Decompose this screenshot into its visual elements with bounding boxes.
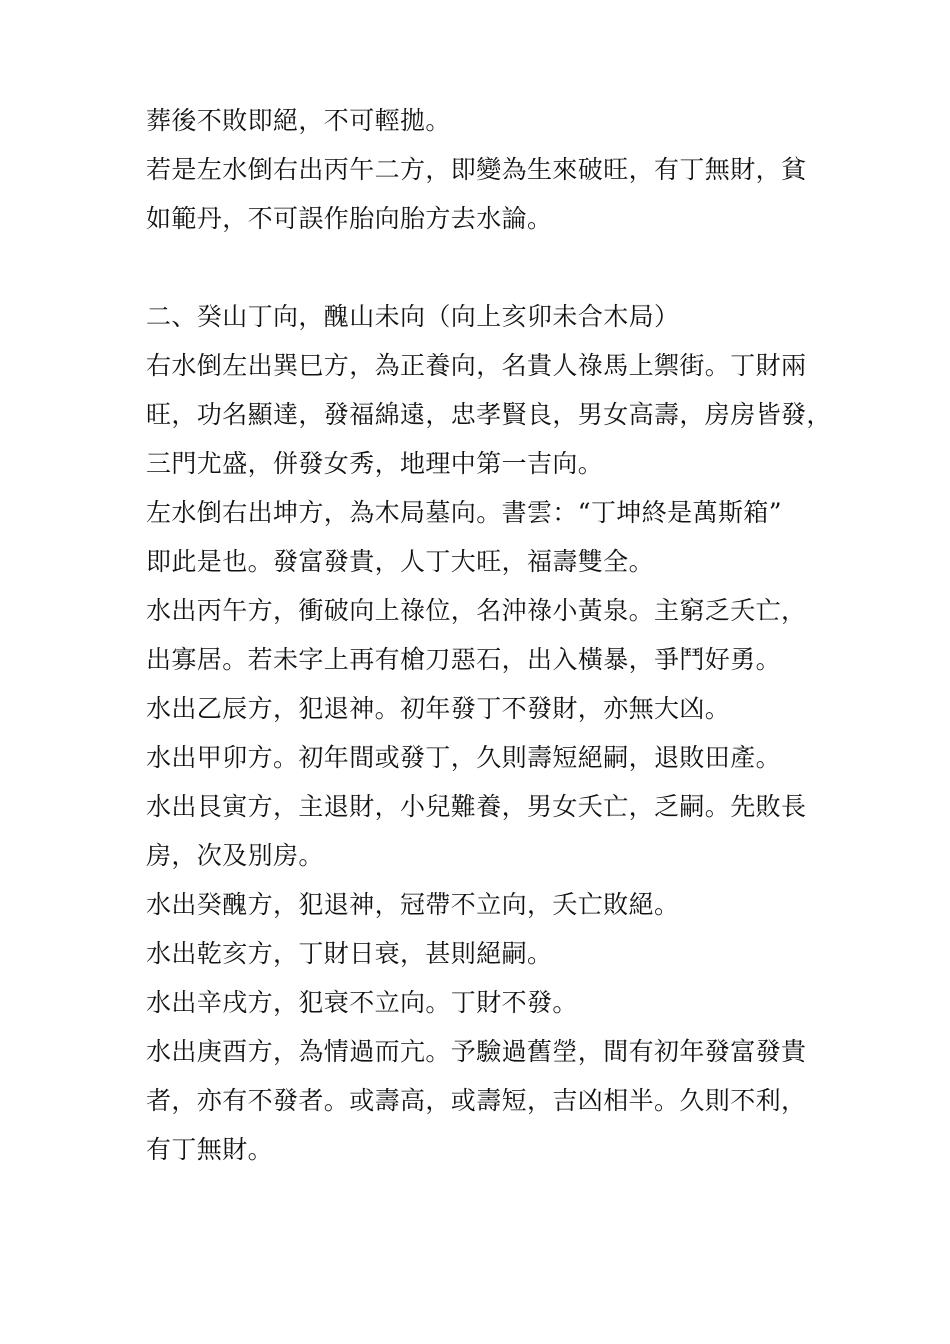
text-line: 有丁無財。 <box>146 1135 274 1164</box>
text-line: 如範丹，不可誤作胎向胎方去水論。 <box>146 204 553 233</box>
text-line: 右水倒左出巽巳方，為正養向，名貴人祿馬上禦街。丁財兩 <box>146 351 807 380</box>
text-line: 水出辛戌方，犯衰不立向。丁財不發。 <box>146 988 578 1017</box>
text-line: 葬後不敗即絕，不可輕拋。 <box>146 106 451 135</box>
section-heading: 二、癸山丁向，醜山未向（向上亥卯未合木局） <box>146 302 680 331</box>
text-line: 水出丙午方，衝破向上祿位，名沖祿小黃泉。主窮乏夭亡， <box>146 596 807 625</box>
text-line: 水出甲卯方。初年間或發丁，久則壽短絕嗣，退敗田產。 <box>146 743 782 772</box>
text-line: 水出庚酉方，為情過而亢。予驗過舊塋，間有初年發富發貴 <box>146 1037 807 1066</box>
text-line: 左水倒右出坤方，為木局墓向。書雲：“丁坤終是萬斯箱” <box>146 498 782 527</box>
text-line: 水出艮寅方，主退財，小兒難養，男女夭亡，乏嗣。先敗長 <box>146 792 807 821</box>
text-line: 即此是也。發富發貴，人丁大旺，福壽雙全。 <box>146 547 655 576</box>
text-line: 水出乾亥方，丁財日衰，甚則絕嗣。 <box>146 939 553 968</box>
text-line: 若是左水倒右出丙午二方，即變為生來破旺，有丁無財，貧 <box>146 155 807 184</box>
text-line: 旺，功名顯達，發福綿遠，忠孝賢良，男女高壽，房房皆發， <box>146 400 832 429</box>
document-body <box>146 96 846 1174</box>
text-line: 者，亦有不發者。或壽高，或壽短，吉凶相半。久則不利， <box>146 1086 807 1115</box>
text-line: 出寡居。若未字上再有槍刀惡石，出入橫暴，爭鬥好勇。 <box>146 645 782 674</box>
text-line: 水出癸醜方，犯退神，冠帶不立向，夭亡敗絕。 <box>146 890 680 919</box>
text-line: 三門尤盛，併發女秀，地理中第一吉向。 <box>146 449 604 478</box>
text-line: 水出乙辰方，犯退神。初年發丁不發財，亦無大凶。 <box>146 694 731 723</box>
text-line: 房，次及別房。 <box>146 841 324 870</box>
paragraph-gap <box>146 243 846 292</box>
